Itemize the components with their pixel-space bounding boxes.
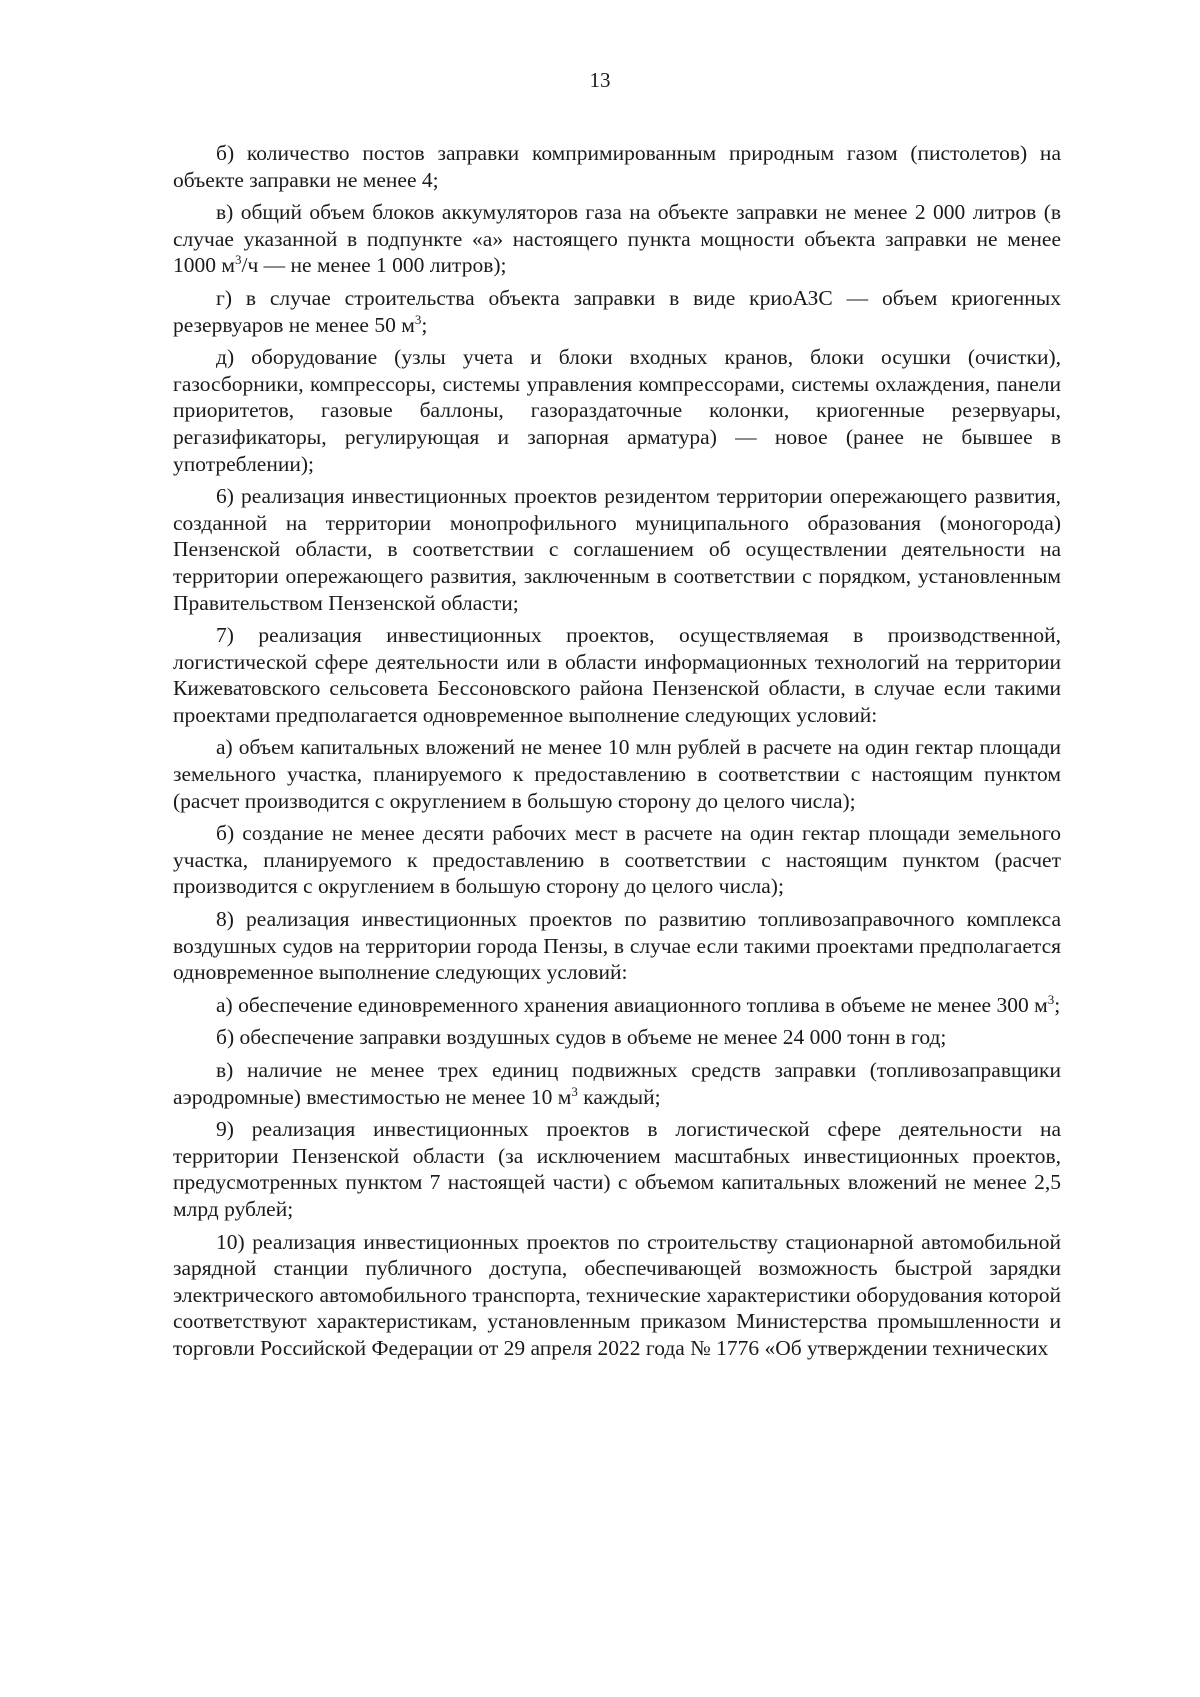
paragraph-p10 [173, 992, 1061, 1019]
paragraph-p13 [173, 1116, 1061, 1222]
paragraph-p7 [173, 734, 1061, 814]
text-segment: 6) реализация инвестиционных проектов резидентом территории опережающего развития, созданной на территории монопрофильного муниципального образования (моногорода) Пензенской области, в соответствии с соглашением об осуществлении деятельности на территории опережающего развития, заключенным в соответствии с порядком, установленным Правительством Пензенской области; [173, 484, 1061, 615]
text-segment: г) в случае строительства объекта заправки в виде криоАЗС — объем криогенных резервуаров не менее 50 м [173, 285, 1061, 337]
text-segment: в) общий объем блоков аккумуляторов газа на объекте заправки не менее 2 000 литров (в случае указанной в подпункте «а» настоящего пункта мощности объекта заправки не менее 1000 м [173, 200, 1061, 278]
superscript: 3 [414, 311, 422, 327]
paragraph-p4 [173, 344, 1061, 477]
paragraph-p8 [173, 820, 1061, 900]
superscript: 3 [234, 252, 242, 268]
text-segment: ; [421, 312, 428, 337]
paragraph-p3 [173, 285, 1061, 338]
text-segment: 9) реализация инвестиционных проектов в логистической сфере деятельности на территории Пензенской области (за исключением масштабных инвестиционных проектов, предусмотренных пунктом 7 настоящей части) с объемом капитальных вложений не менее 2,5 млрд рублей; [173, 1117, 1061, 1221]
text-segment: б) создание не менее десяти рабочих мест в расчете на один гектар площади земельного участка, планируемого к предоставлению в соответствии с настоящим пунктом (расчет производится с округлением в большую сторону до целого числа); [173, 821, 1061, 899]
paragraph-p11 [173, 1024, 1061, 1051]
text-segment: а) объем капитальных вложений не менее 10 млн рублей в расчете на один гектар площади земельного участка, планируемого к предоставлению в соответствии с настоящим пунктом (расчет производится с округлением в большую сторону до целого числа); [173, 735, 1061, 813]
text-segment: каждый; [577, 1084, 661, 1109]
page-number: 13 [589, 68, 611, 92]
text-segment: 7) реализация инвестиционных проектов, осуществляемая в производственной, логистической сфере деятельности или в области информационных технологий на территории Кижеватовского сельсовета Бессоновского района Пензенской области, в случае если такими проектами предполагается одновременное выполнение следующих условий: [173, 623, 1061, 727]
paragraph-p6 [173, 622, 1061, 728]
superscript: 3 [1047, 991, 1055, 1007]
paragraph-p1 [173, 140, 1061, 193]
paragraph-p14 [173, 1229, 1061, 1362]
paragraph-p9 [173, 906, 1061, 986]
superscript: 3 [571, 1083, 578, 1099]
paragraph-p2 [173, 199, 1061, 279]
text-segment: ; [1054, 992, 1061, 1017]
document-body [173, 140, 1061, 1368]
text-segment: б) обеспечение заправки воздушных судов в объеме не менее 24 000 тонн в год; [216, 1025, 947, 1050]
text-segment: в) наличие не менее трех единиц подвижных средств заправки (топливозаправщики аэродромные) вместимостью не менее 10 м [173, 1058, 1061, 1109]
paragraph-p12 [173, 1057, 1061, 1110]
paragraph-p5 [173, 483, 1061, 616]
text-segment: д) оборудование (узлы учета и блоки входных кранов, блоки осушки (очистки), газосборники, компрессоры, системы управления компрессорами, системы охлаждения, панели приоритетов, газовые баллоны, газораздаточные колонки, криогенные резервуары, регазификаторы, регулирующая и запорная арматура) — новое (ранее не бывшее в употреблении); [173, 345, 1061, 476]
text-segment: а) обеспечение единовременного хранения авиационного топлива в объеме не менее 300 м [216, 992, 1048, 1017]
text-segment: 8) реализация инвестиционных проектов по развитию топливозаправочного комплекса воздушных судов на территории города Пензы, в случае если такими проектами предполагается одновременное выполнение следующих условий: [173, 907, 1061, 985]
text-segment: /ч — не менее 1 000 литров); [241, 253, 507, 278]
text-segment: 10) реализация инвестиционных проектов по строительству стационарной автомобильной зарядной станции публичного доступа, обеспечивающей возможность быстрой зарядки электрического автомобильного транспорта, технические характеристики оборудования которой соответствуют характеристикам, установленным приказом Министерства промышленности и торговли Российской Федерации от 29 апреля 2022 года № 1776 «Об утверждении технических [173, 1229, 1061, 1360]
text-segment: б) количество постов заправки компримированным природным газом (пистолетов) на объекте заправки не менее 4; [173, 141, 1061, 192]
